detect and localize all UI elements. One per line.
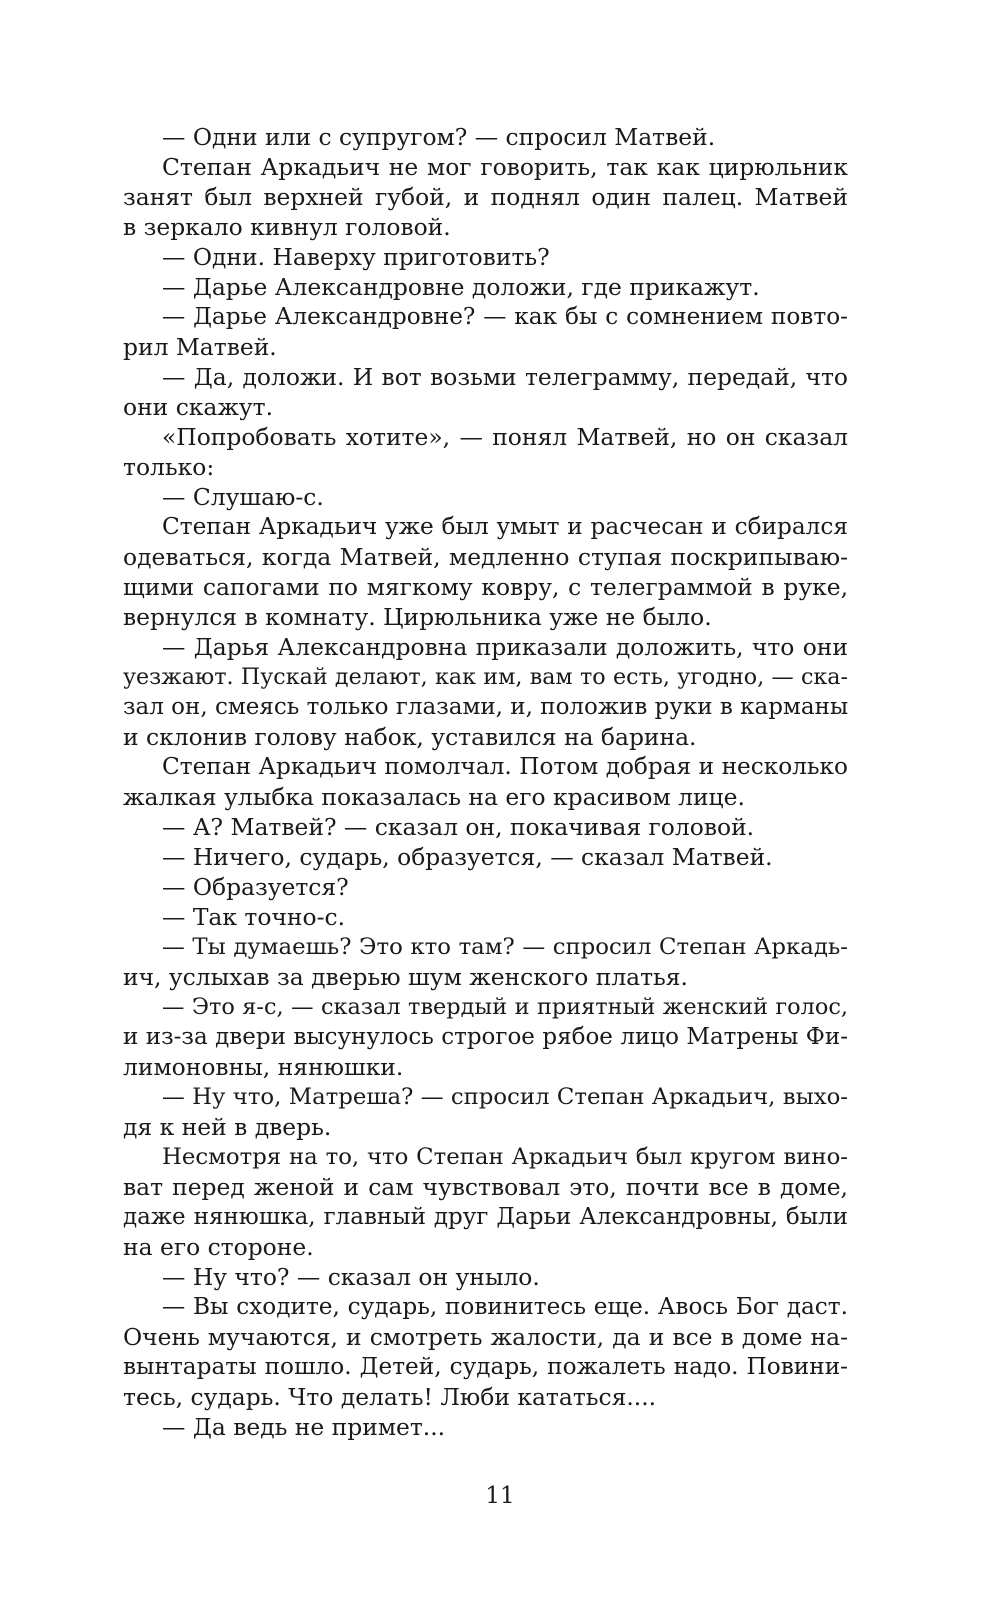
text-line: — Ну что, Матреша? — спросил Степан Аркадьич, выхо- <box>162 1084 848 1110</box>
text-line: — Дарья Александровна приказали доложить, что они <box>162 633 848 661</box>
text-line: на его стороне. <box>123 1233 314 1261</box>
text-line: Степан Аркадьич уже был умыт и расчесан и сбирался <box>162 513 848 540</box>
text-line: только: <box>123 453 215 481</box>
text-line: — Образуется? <box>162 873 349 901</box>
text-line: ич, услыхав за дверью шум женского платья. <box>123 963 688 991</box>
text-line: жалкая улыбка показалась на его красивом лице. <box>123 783 745 811</box>
text-line: — Так точно-с. <box>162 903 346 931</box>
text-line: — Дарье Александровне доложи, где прикажут. <box>162 273 760 301</box>
text-line: одеваться, когда Матвей, медленно ступая поскрипываю- <box>123 543 848 571</box>
text-line: даже нянюшка, главный друг Дарьи Александровны, были <box>123 1204 848 1230</box>
text-line: — А? Матвей? — сказал он, покачивая головой. <box>162 813 755 841</box>
text-line: лимоновны, нянюшки. <box>123 1053 404 1081</box>
text-line: дя к ней в дверь. <box>123 1113 332 1141</box>
page-body-text <box>123 122 848 1442</box>
text-line: они скажут. <box>123 393 274 421</box>
text-line: — Ничего, сударь, образуется, — сказал Матвей. <box>162 843 773 871</box>
text-line: — Да, доложи. И вот возьми телеграмму, передай, что <box>162 363 848 391</box>
text-line: ват перед женой и сам чувствовал это, почти все в доме, <box>123 1173 848 1201</box>
text-line: в зеркало кивнул головой. <box>123 213 451 241</box>
text-line: щими сапогами по мягкому ковру, с телеграммой в руке, <box>123 573 848 601</box>
text-line: зал он, смеясь только глазами, и, положив руки в карманы <box>123 694 849 720</box>
text-line: — Одни. Наверху приготовить? <box>162 243 550 271</box>
text-line: — Ну что? — сказал он уныло. <box>162 1263 540 1291</box>
text-line: Степан Аркадьич помолчал. Потом добрая и несколько <box>162 753 848 780</box>
text-line: — Слушаю-с. <box>162 483 324 511</box>
text-line: и склонив голову набок, уставился на барина. <box>123 723 697 751</box>
text-line: занят был верхней губой, и поднял один палец. Матвей <box>123 183 848 211</box>
text-line: рил Матвей. <box>123 333 277 361</box>
text-line: Степан Аркадьич не мог говорить, так как цирюльник <box>162 153 848 181</box>
text-line: вернулся в комнату. Цирюльника уже не было. <box>123 603 712 631</box>
text-line: — Дарье Александровне? — как бы с сомнением повто- <box>162 303 848 330</box>
text-line: уезжают. Пускай делают, как им, вам то есть, угодно, — ска- <box>123 664 848 690</box>
text-line: — Да ведь не примет... <box>162 1413 446 1441</box>
text-line: тесь, сударь. Что делать! Люби кататься.... <box>123 1383 657 1411</box>
text-line: — Вы сходите, сударь, повинитесь еще. Авось Бог даст. <box>162 1293 848 1320</box>
text-line: и из-за двери высунулось строгое рябое лицо Матрены Фи- <box>123 1024 848 1050</box>
text-line: — Ты думаешь? Это кто там? — спросил Степан Аркадь- <box>162 934 848 960</box>
text-line: — Одни или с супругом? — спросил Матвей. <box>162 123 716 151</box>
text-line: — Это я-с, — сказал твердый и приятный женский голос, <box>162 994 848 1020</box>
text-line: вынтараты пошло. Детей, сударь, пожалеть надо. Повини- <box>123 1353 848 1380</box>
text-line: Очень мучаются, и смотреть жалости, да и все в доме на- <box>123 1323 848 1351</box>
text-line: Несмотря на то, что Степан Аркадьич был кругом вино- <box>162 1144 848 1170</box>
text-line: «Попробовать хотите», — понял Матвей, но он сказал <box>162 423 848 451</box>
page-number: 11 <box>485 1483 515 1509</box>
